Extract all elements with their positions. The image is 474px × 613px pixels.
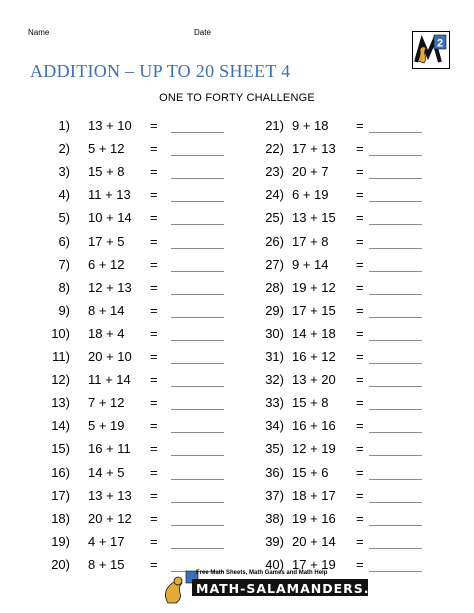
equals-sign: = [150, 349, 158, 364]
equals-sign: = [356, 418, 364, 434]
equals-sign: = [150, 210, 158, 226]
problem-number: 37) [265, 487, 284, 503]
equals-sign: = [150, 533, 158, 549]
problem-row [0, 441, 474, 461]
equals-sign: = [150, 164, 158, 180]
equals-sign: = [150, 302, 158, 318]
problem-expression: 16 + 16 [292, 418, 336, 434]
problem-number: 20) [51, 556, 70, 572]
problem-number: 13) [51, 395, 70, 411]
problem-expression: 13 + 20 [292, 372, 336, 388]
equals-sign: = [356, 302, 364, 318]
date-label: Date [194, 28, 211, 37]
problem-expression: 13 + 10 [88, 118, 132, 133]
equals-sign: = [356, 441, 364, 457]
problem-number: 5) [58, 210, 70, 226]
footer-brand[interactable] [196, 581, 405, 596]
problem-number: 2) [58, 141, 70, 157]
answer-line[interactable] [369, 132, 422, 133]
answer-line[interactable] [369, 571, 422, 572]
problem-row [0, 164, 474, 184]
equals-sign: = [150, 372, 158, 388]
equals-sign: = [356, 510, 364, 526]
answer-line[interactable] [369, 294, 422, 295]
equals-sign: = [150, 256, 158, 272]
problem-number: 7) [58, 256, 70, 272]
problem-number: 9) [58, 302, 70, 318]
problem-expression: 17 + 8 [292, 233, 329, 249]
answer-line[interactable] [369, 386, 422, 387]
problem-expression: 16 + 11 [88, 441, 131, 457]
problem-number: 35) [265, 441, 284, 457]
problem-row [0, 326, 474, 346]
problem-number: 11) [52, 349, 70, 364]
problem-number: 32) [265, 372, 284, 388]
problem-expression: 11 + 13 [88, 187, 131, 203]
problem-expression: 10 + 14 [88, 210, 132, 226]
problem-number: 21) [265, 118, 284, 133]
problem-expression: 20 + 10 [88, 349, 132, 364]
problem-number: 17) [51, 487, 70, 503]
problem-row [0, 303, 474, 323]
problem-expression: 13 + 15 [292, 210, 336, 226]
problem-row [0, 280, 474, 300]
answer-line[interactable] [369, 409, 422, 410]
problem-row [0, 418, 474, 438]
equals-sign: = [356, 164, 364, 180]
answer-line[interactable] [369, 479, 422, 480]
problem-number: 15) [51, 441, 70, 457]
equals-sign: = [356, 141, 364, 157]
problem-expression: 15 + 6 [292, 464, 329, 480]
answer-line[interactable] [369, 224, 422, 225]
problem-expression: 19 + 12 [292, 279, 336, 295]
equals-sign: = [150, 556, 158, 572]
problem-expression: 12 + 19 [292, 441, 336, 457]
problem-row [0, 395, 474, 415]
problem-expression: 7 + 12 [88, 395, 125, 411]
problem-number: 18) [51, 510, 70, 526]
worksheet-title: ADDITION – UP TO 20 SHEET 4 [30, 61, 291, 81]
problem-expression: 16 + 12 [292, 349, 336, 364]
equals-sign: = [356, 349, 364, 364]
problem-expression: 19 + 16 [292, 510, 336, 526]
problem-expression: 9 + 18 [292, 118, 329, 133]
problem-number: 14) [51, 418, 70, 434]
equals-sign: = [356, 187, 364, 203]
equals-sign: = [356, 372, 364, 388]
problem-expression: 20 + 7 [292, 164, 329, 180]
equals-sign: = [356, 395, 364, 411]
problem-expression: 12 + 13 [88, 279, 132, 295]
problem-expression: 14 + 18 [292, 325, 336, 341]
problem-expression: 20 + 14 [292, 533, 336, 549]
worksheet-subtitle: ONE TO FORTY CHALLENGE [159, 92, 315, 104]
problem-number: 22) [265, 141, 284, 157]
problem-expression: 20 + 12 [88, 510, 132, 526]
equals-sign: = [150, 418, 158, 434]
problem-expression: 6 + 19 [292, 187, 329, 203]
equals-sign: = [356, 256, 364, 272]
problem-expression: 18 + 4 [88, 325, 125, 341]
problem-number: 28) [265, 279, 284, 295]
problem-expression: 4 + 17 [88, 533, 125, 549]
problem-number: 36) [265, 464, 284, 480]
problem-number: 10) [51, 325, 70, 341]
problem-number: 4) [58, 187, 70, 203]
problem-number: 30) [265, 325, 284, 341]
problem-expression: 15 + 8 [292, 395, 329, 411]
problem-expression: 5 + 19 [88, 418, 125, 434]
name-label: Name [28, 28, 50, 37]
problem-number: 8) [58, 279, 70, 295]
problem-row [0, 488, 474, 508]
problem-expression: 15 + 8 [88, 164, 125, 180]
equals-sign: = [356, 533, 364, 549]
equals-sign: = [356, 325, 364, 341]
problem-number: 24) [265, 187, 284, 203]
answer-line[interactable] [369, 548, 422, 549]
equals-sign: = [356, 487, 364, 503]
problem-expression: 18 + 17 [292, 487, 336, 503]
problem-row [0, 511, 474, 531]
equals-sign: = [150, 510, 158, 526]
problem-row [0, 349, 474, 369]
equals-sign: = [150, 187, 158, 203]
problem-number: 39) [265, 533, 284, 549]
problem-number: 3) [58, 164, 70, 180]
problem-row [0, 257, 474, 277]
answer-line[interactable] [369, 455, 422, 456]
answer-line[interactable] [369, 155, 422, 156]
problem-expression: 17 + 13 [292, 141, 336, 157]
problem-expression: 13 + 13 [88, 487, 132, 503]
problem-number: 12) [51, 372, 70, 388]
problem-expression: 14 + 5 [88, 464, 125, 480]
problem-number: 40) [265, 556, 284, 572]
problem-number: 29) [265, 302, 284, 318]
problem-number: 23) [265, 164, 284, 180]
answer-line[interactable] [369, 201, 422, 202]
problem-row [0, 534, 474, 554]
problem-number: 33) [265, 395, 284, 411]
problem-row [0, 234, 474, 254]
problem-expression: 9 + 14 [292, 256, 329, 272]
problem-row [0, 187, 474, 207]
answer-line[interactable] [369, 178, 422, 179]
problem-number: 34) [265, 418, 284, 434]
problem-number: 31) [265, 349, 284, 364]
problem-expression: 6 + 12 [88, 256, 125, 272]
equals-sign: = [150, 325, 158, 341]
equals-sign: = [150, 464, 158, 480]
problem-expression: 5 + 12 [88, 141, 125, 157]
problem-row [0, 465, 474, 485]
problem-expression: 17 + 19 [292, 556, 336, 572]
problem-expression: 17 + 5 [88, 233, 125, 249]
problem-number: 27) [265, 256, 284, 272]
problem-row [0, 141, 474, 161]
footer-brand-prefix: M [196, 581, 210, 596]
problem-number: 19) [51, 533, 70, 549]
equals-sign: = [150, 233, 158, 249]
equals-sign: = [150, 395, 158, 411]
problem-number: 26) [265, 233, 284, 249]
equals-sign: = [356, 210, 364, 226]
equals-sign: = [150, 118, 158, 133]
problem-number: 38) [265, 510, 284, 526]
footer-tagline: Free Math Sheets, Math Games and Math Help [196, 570, 328, 576]
problem-expression: 8 + 14 [88, 302, 125, 318]
equals-sign: = [356, 118, 364, 133]
equals-sign: = [356, 464, 364, 480]
equals-sign: = [356, 279, 364, 295]
problem-expression: 8 + 15 [88, 556, 125, 572]
logo-badge-number: 2 [436, 37, 444, 50]
problem-expression: 11 + 14 [88, 372, 131, 388]
problem-row [0, 372, 474, 392]
answer-line[interactable] [369, 317, 422, 318]
equals-sign: = [150, 441, 158, 457]
answer-line[interactable] [369, 363, 422, 364]
problem-number: 25) [265, 210, 284, 226]
equals-sign: = [356, 556, 364, 572]
problem-row [0, 118, 474, 138]
equals-sign: = [150, 141, 158, 157]
answer-line[interactable] [369, 340, 422, 341]
answer-line[interactable] [369, 502, 422, 503]
answer-line[interactable] [369, 248, 422, 249]
equals-sign: = [150, 279, 158, 295]
answer-line[interactable] [369, 525, 422, 526]
footer-brand-text: ATH-SALAMANDERS.COM [209, 581, 405, 596]
answer-line[interactable] [369, 271, 422, 272]
problem-number: 6) [58, 233, 70, 249]
problem-row [0, 210, 474, 230]
answer-line[interactable] [369, 432, 422, 433]
equals-sign: = [356, 233, 364, 249]
problem-number: 1) [58, 118, 70, 133]
problem-number: 16) [51, 464, 70, 480]
problem-expression: 17 + 15 [292, 302, 336, 318]
equals-sign: = [150, 487, 158, 503]
